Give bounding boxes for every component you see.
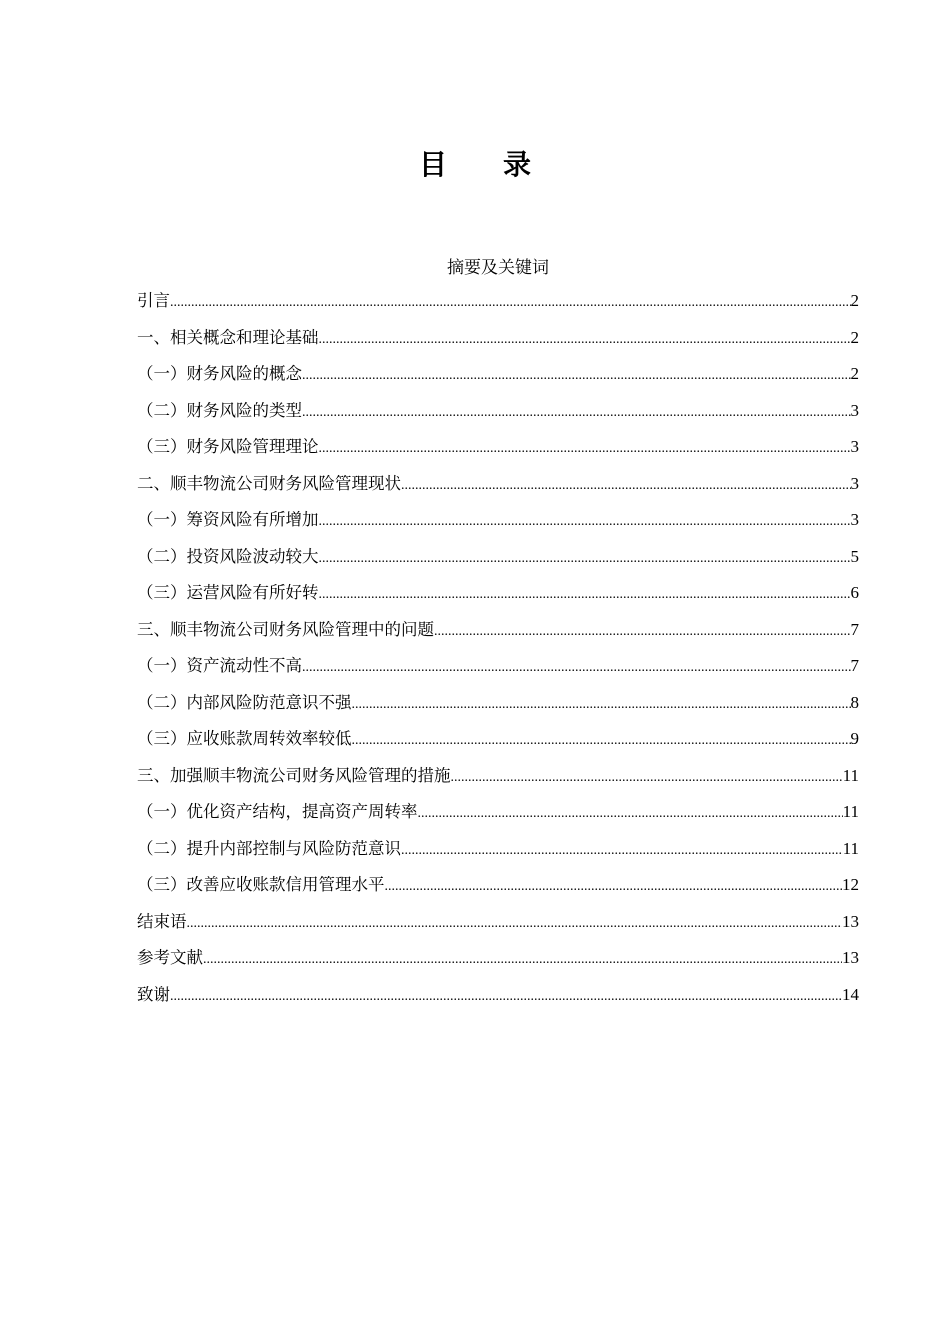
dot-leader xyxy=(302,660,851,676)
toc-entry-label: （二）财务风险的类型 xyxy=(137,400,302,420)
toc-entry-label: （三）财务风险管理理论 xyxy=(137,437,319,456)
toc-entry-page: 2 xyxy=(850,291,859,310)
toc-entry[interactable] xyxy=(137,506,859,543)
dot-leader xyxy=(319,514,851,530)
toc-entry[interactable] xyxy=(137,689,859,726)
toc-entry-page: 3 xyxy=(850,473,859,493)
dot-leader xyxy=(170,989,842,1005)
toc-entry-label: （二）内部风险防范意识不强 xyxy=(137,692,352,712)
dot-leader xyxy=(401,478,851,494)
dot-leader xyxy=(319,332,851,348)
dot-leader xyxy=(352,697,851,713)
dot-leader xyxy=(319,587,851,603)
toc-entry-page: 11 xyxy=(842,765,859,785)
toc-entry-page: 13 xyxy=(842,911,859,931)
toc-entry-label: 参考文献 xyxy=(137,948,203,967)
toc-entry[interactable] xyxy=(137,470,859,507)
dot-leader xyxy=(319,551,851,567)
toc-entry-page: 12 xyxy=(842,875,859,894)
toc-entry-page: 2 xyxy=(850,364,859,383)
dot-leader xyxy=(302,368,851,384)
toc-entry-page: 9 xyxy=(850,729,859,748)
toc-entry-label: （二）投资风险波动较大 xyxy=(137,546,319,566)
toc-entry-page: 7 xyxy=(850,656,859,675)
dot-leader xyxy=(418,806,843,822)
dot-leader xyxy=(319,441,851,457)
toc-entry[interactable] xyxy=(137,944,859,981)
toc-entry-page: 8 xyxy=(850,692,859,712)
toc-entry-label: （一）资产流动性不高 xyxy=(137,656,302,675)
toc-entry-label: 三、加强顺丰物流公司财务风险管理的措施 xyxy=(137,765,451,785)
toc-entry-label: （一）筹资风险有所增加 xyxy=(137,510,319,529)
dot-leader xyxy=(451,770,843,786)
dot-leader xyxy=(302,405,851,421)
toc-entry-page: 3 xyxy=(850,437,859,456)
toc-entry-page: 6 xyxy=(850,583,859,602)
dot-leader xyxy=(203,952,842,968)
toc-entry-page: 11 xyxy=(842,802,859,821)
toc-entry-label: （三）应收账款周转效率较低 xyxy=(137,729,352,748)
toc-entry[interactable] xyxy=(137,433,859,470)
page-title: 目录 xyxy=(418,148,587,181)
toc-entry-label: 引言 xyxy=(137,291,170,310)
toc-entry[interactable] xyxy=(137,616,859,653)
toc-entry[interactable] xyxy=(137,981,859,1018)
toc-entry[interactable] xyxy=(137,798,859,835)
toc-entry[interactable] xyxy=(137,871,859,908)
toc-entry-label: （二）提升内部控制与风险防范意识 xyxy=(137,838,401,858)
toc-entry-page: 3 xyxy=(850,400,859,420)
toc-entry-label: （三）改善应收账款信用管理水平 xyxy=(137,875,385,894)
toc-entry-page: 5 xyxy=(850,546,859,566)
toc-entry-label: 二、顺丰物流公司财务风险管理现状 xyxy=(137,473,401,493)
toc-entry-page: 14 xyxy=(842,984,859,1004)
toc-entry-label: 一、相关概念和理论基础 xyxy=(137,327,319,347)
toc-entry-page: 11 xyxy=(842,838,859,858)
toc-entry[interactable] xyxy=(137,908,859,945)
toc-entry[interactable] xyxy=(137,360,859,397)
toc-entry-label: （三）运营风险有所好转 xyxy=(137,583,319,602)
dot-leader xyxy=(187,916,843,932)
dot-leader xyxy=(385,879,843,895)
toc-entry-label: （一）优化资产结构，提高资产周转率 xyxy=(137,802,418,821)
dot-leader xyxy=(401,843,843,859)
toc-entry-page: 2 xyxy=(850,327,859,347)
toc-entry[interactable] xyxy=(137,397,859,434)
toc-entry-label: 致谢 xyxy=(137,984,170,1004)
toc-entry-label: 结束语 xyxy=(137,911,187,931)
toc-entry-page: 7 xyxy=(850,619,859,639)
toc-entry[interactable] xyxy=(137,835,859,872)
dot-leader xyxy=(434,624,851,640)
toc-entry[interactable] xyxy=(137,725,859,762)
table-of-contents xyxy=(137,287,859,1017)
toc-entry[interactable] xyxy=(137,762,859,799)
toc-entry[interactable] xyxy=(137,579,859,616)
dot-leader xyxy=(352,733,851,749)
toc-entry[interactable] xyxy=(137,324,859,361)
toc-entry-label: （一）财务风险的概念 xyxy=(137,364,302,383)
toc-entry-page: 3 xyxy=(850,510,859,529)
toc-entry-page: 13 xyxy=(842,948,859,967)
toc-entry-label: 三、顺丰物流公司财务风险管理中的问题 xyxy=(137,619,434,639)
dot-leader xyxy=(170,295,851,311)
toc-entry[interactable] xyxy=(137,652,859,689)
toc-entry[interactable] xyxy=(137,287,859,324)
toc-entry[interactable] xyxy=(137,543,859,580)
toc-abstract-heading[interactable]: 摘要及关键词 xyxy=(447,258,549,278)
